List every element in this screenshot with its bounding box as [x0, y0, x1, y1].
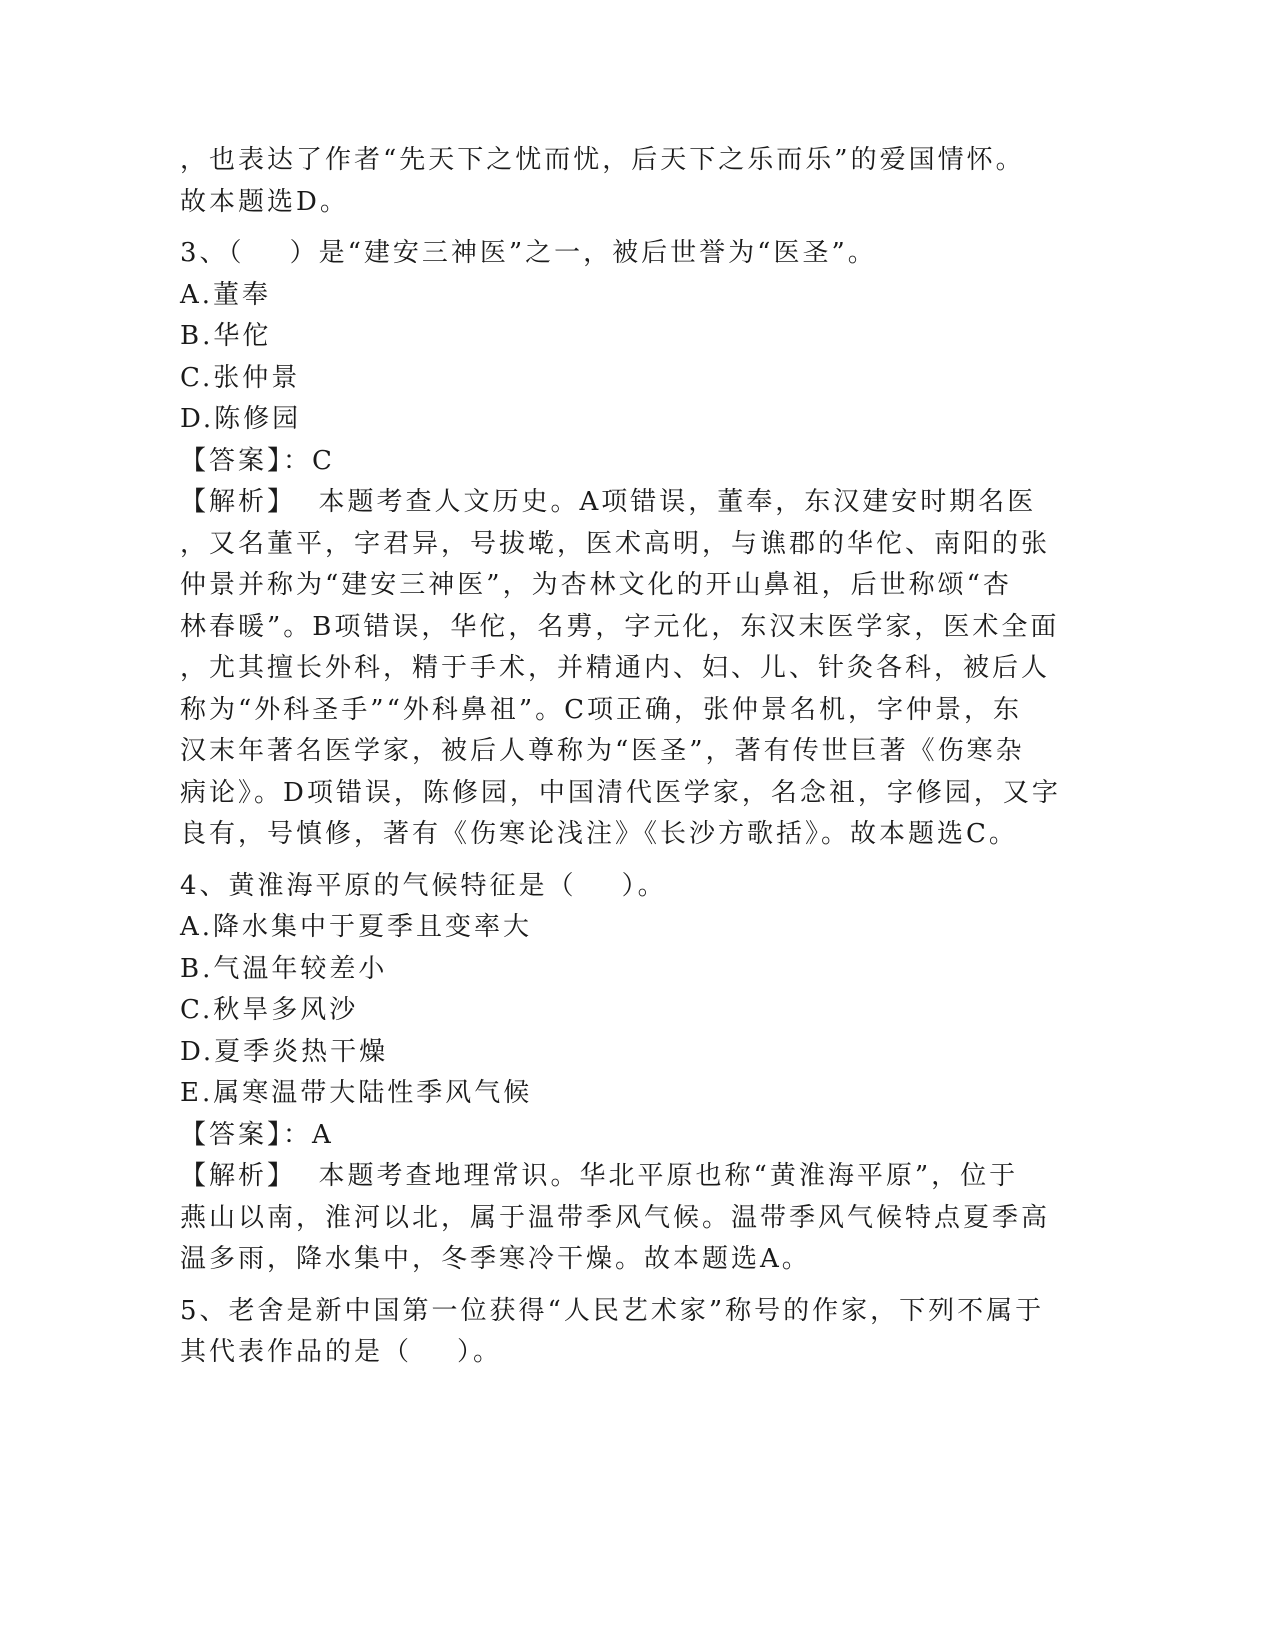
text-line: 故本题选D。	[180, 186, 349, 217]
option-e: E.属寒温带大陆性季风气候	[180, 1078, 533, 1108]
analysis	[180, 482, 1080, 856]
option-b: B.华佗	[180, 321, 272, 351]
option-a: A.董奉	[180, 279, 272, 310]
analysis-line: ，又名董平，字君异，号拔墘，医术高明，与谯郡的华佗、南阳的张	[180, 528, 1051, 559]
analysis-line: 良有，号慎修，著有《伤寒论浅注》《长沙方歌括》。故本题选C。	[180, 819, 1018, 849]
previous-analysis-tail	[180, 140, 1080, 223]
answer-line: 【答案】：A	[180, 1119, 334, 1150]
analysis	[180, 1156, 1080, 1281]
answer-line: 【答案】：C	[180, 445, 335, 476]
analysis-line: 温多雨，降水集中，冬季寒冷干燥。故本题选A。	[180, 1244, 811, 1274]
analysis-line: 【解析】 本题考查人文历史。A项错误，董奉，东汉建安时期名医	[180, 487, 1037, 517]
option-a: A.降水集中于夏季且变率大	[180, 912, 533, 942]
document-page	[180, 140, 1080, 1374]
option-d: D.夏季炎热干燥	[180, 1036, 389, 1067]
question-3	[180, 233, 1080, 856]
analysis-line: 林春暖”。B项错误，华佗，名旉，字元化，东汉末医学家，医术全面	[180, 611, 1060, 642]
option-c: C.张仲景	[180, 362, 301, 393]
option-c: C.秋旱多风沙	[180, 995, 359, 1025]
option-d: D.陈修园	[180, 404, 302, 434]
analysis-line: 燕山以南，淮河以北，属于温带季风气候。温带季风气候特点夏季高	[180, 1202, 1051, 1233]
question-stem: 其代表作品的是（ ）。	[180, 1337, 503, 1367]
question-stem: 4、黄淮海平原的气候特征是（ ）。	[180, 870, 667, 901]
analysis-line: 【解析】 本题考查地理常识。华北平原也称“黄淮海平原”，位于	[180, 1161, 1019, 1191]
analysis-line: 病论》。D项错误，陈修园，中国清代医学家，名念祖，字修园，又字	[180, 777, 1061, 808]
question-stem: 3、（ ）是“建安三神医”之一，被后世誉为“医圣”。	[180, 238, 877, 268]
option-b: B.气温年较差小	[180, 953, 388, 984]
question-5	[180, 1291, 1080, 1374]
analysis-line: 仲景并称为“建安三神医”，为杏林文化的开山鼻祖，后世称颂“杏	[180, 570, 1012, 600]
analysis-line: 汉末年著名医学家，被后人尊称为“医圣”，著有传世巨著《伤寒杂	[180, 736, 1025, 766]
analysis-line: 称为“外科圣手”“外科鼻祖”。C项正确，张仲景名机，字仲景，东	[180, 694, 1023, 725]
text-line: ，也表达了作者“先天下之忧而忧，后天下之乐而乐”的爱国情怀。	[180, 145, 1025, 175]
question-stem: 5、老舍是新中国第一位获得“人民艺术家”称号的作家，下列不属于	[180, 1295, 1045, 1326]
analysis-line: ，尤其擅长外科，精于手术，并精通内、妇、儿、针灸各科，被后人	[180, 653, 1051, 683]
question-4	[180, 866, 1080, 1281]
